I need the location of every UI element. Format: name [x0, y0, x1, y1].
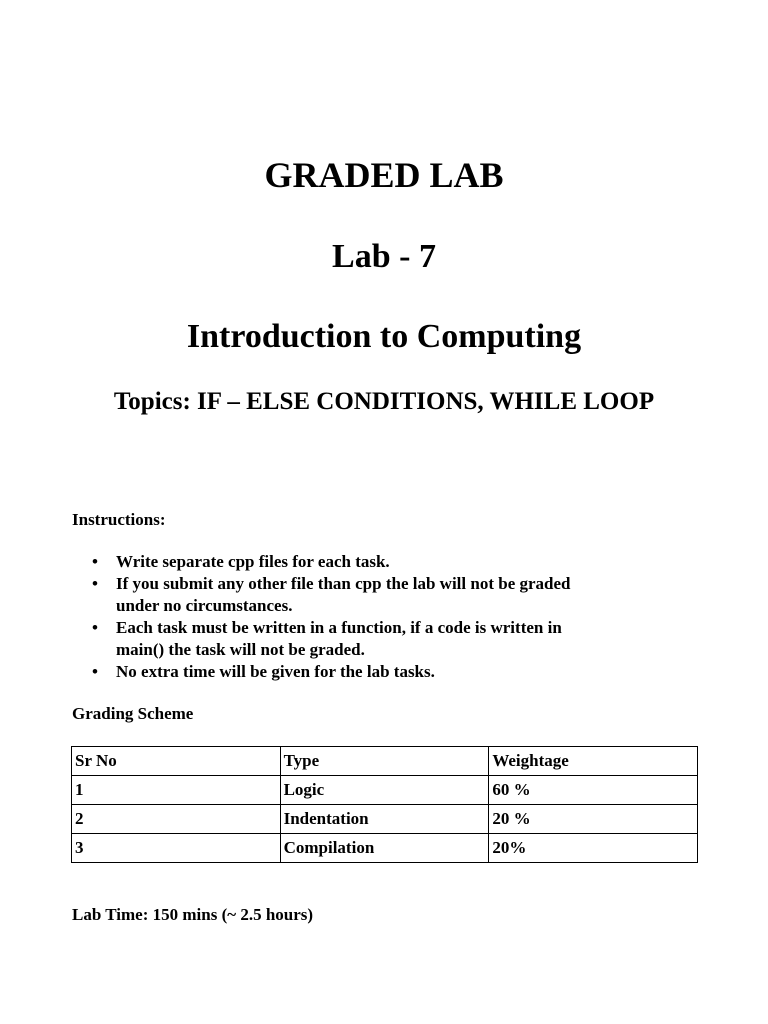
table-cell: 60 %: [489, 776, 698, 805]
header-cell-type: Type: [280, 747, 489, 776]
bullet-icon: •: [92, 574, 98, 593]
header-cell-weightage: Weightage: [489, 747, 698, 776]
table-row: [72, 805, 698, 834]
list-item: [92, 617, 692, 661]
bullet-icon: •: [92, 552, 98, 571]
table-cell: 3: [72, 834, 281, 863]
grading-scheme-label: Grading Scheme: [72, 704, 194, 723]
table-cell: Indentation: [280, 805, 489, 834]
table-row: [72, 776, 698, 805]
header-cell-sr-no: Sr No: [72, 747, 281, 776]
table-cell: 20 %: [489, 805, 698, 834]
list-item: [92, 551, 692, 573]
list-item-line: If you submit any other file than cpp the lab will not be graded: [116, 574, 571, 593]
list-item-line: No extra time will be given for the lab tasks.: [116, 662, 435, 681]
list-item-line: Each task must be written in a function, if a code is written in: [116, 618, 562, 637]
lab-time: Lab Time: 150 mins (~ 2.5 hours): [72, 905, 314, 924]
instructions-list: [92, 551, 692, 683]
bullet-icon: •: [92, 618, 98, 637]
document-title: GRADED LAB: [264, 155, 504, 195]
list-item: [92, 661, 692, 683]
grading-table: [71, 746, 698, 863]
table-cell: 2: [72, 805, 281, 834]
bullet-icon: •: [92, 662, 98, 681]
table-cell: 20%: [489, 834, 698, 863]
list-item-line: Write separate cpp files for each task.: [116, 552, 390, 571]
table-cell: 1: [72, 776, 281, 805]
list-item: [92, 573, 692, 617]
course-title: Introduction to Computing: [186, 318, 582, 355]
table-cell: Logic: [280, 776, 489, 805]
list-item-line: main() the task will not be graded.: [116, 640, 365, 659]
table-row: [72, 834, 698, 863]
table-cell: Compilation: [280, 834, 489, 863]
topics-heading: Topics: IF – ELSE CONDITIONS, WHILE LOOP: [113, 388, 655, 415]
lab-number: Lab - 7: [332, 238, 436, 275]
table-header-row: [72, 747, 698, 776]
instructions-label: Instructions:: [72, 510, 166, 529]
list-item-line: under no circumstances.: [116, 596, 293, 615]
